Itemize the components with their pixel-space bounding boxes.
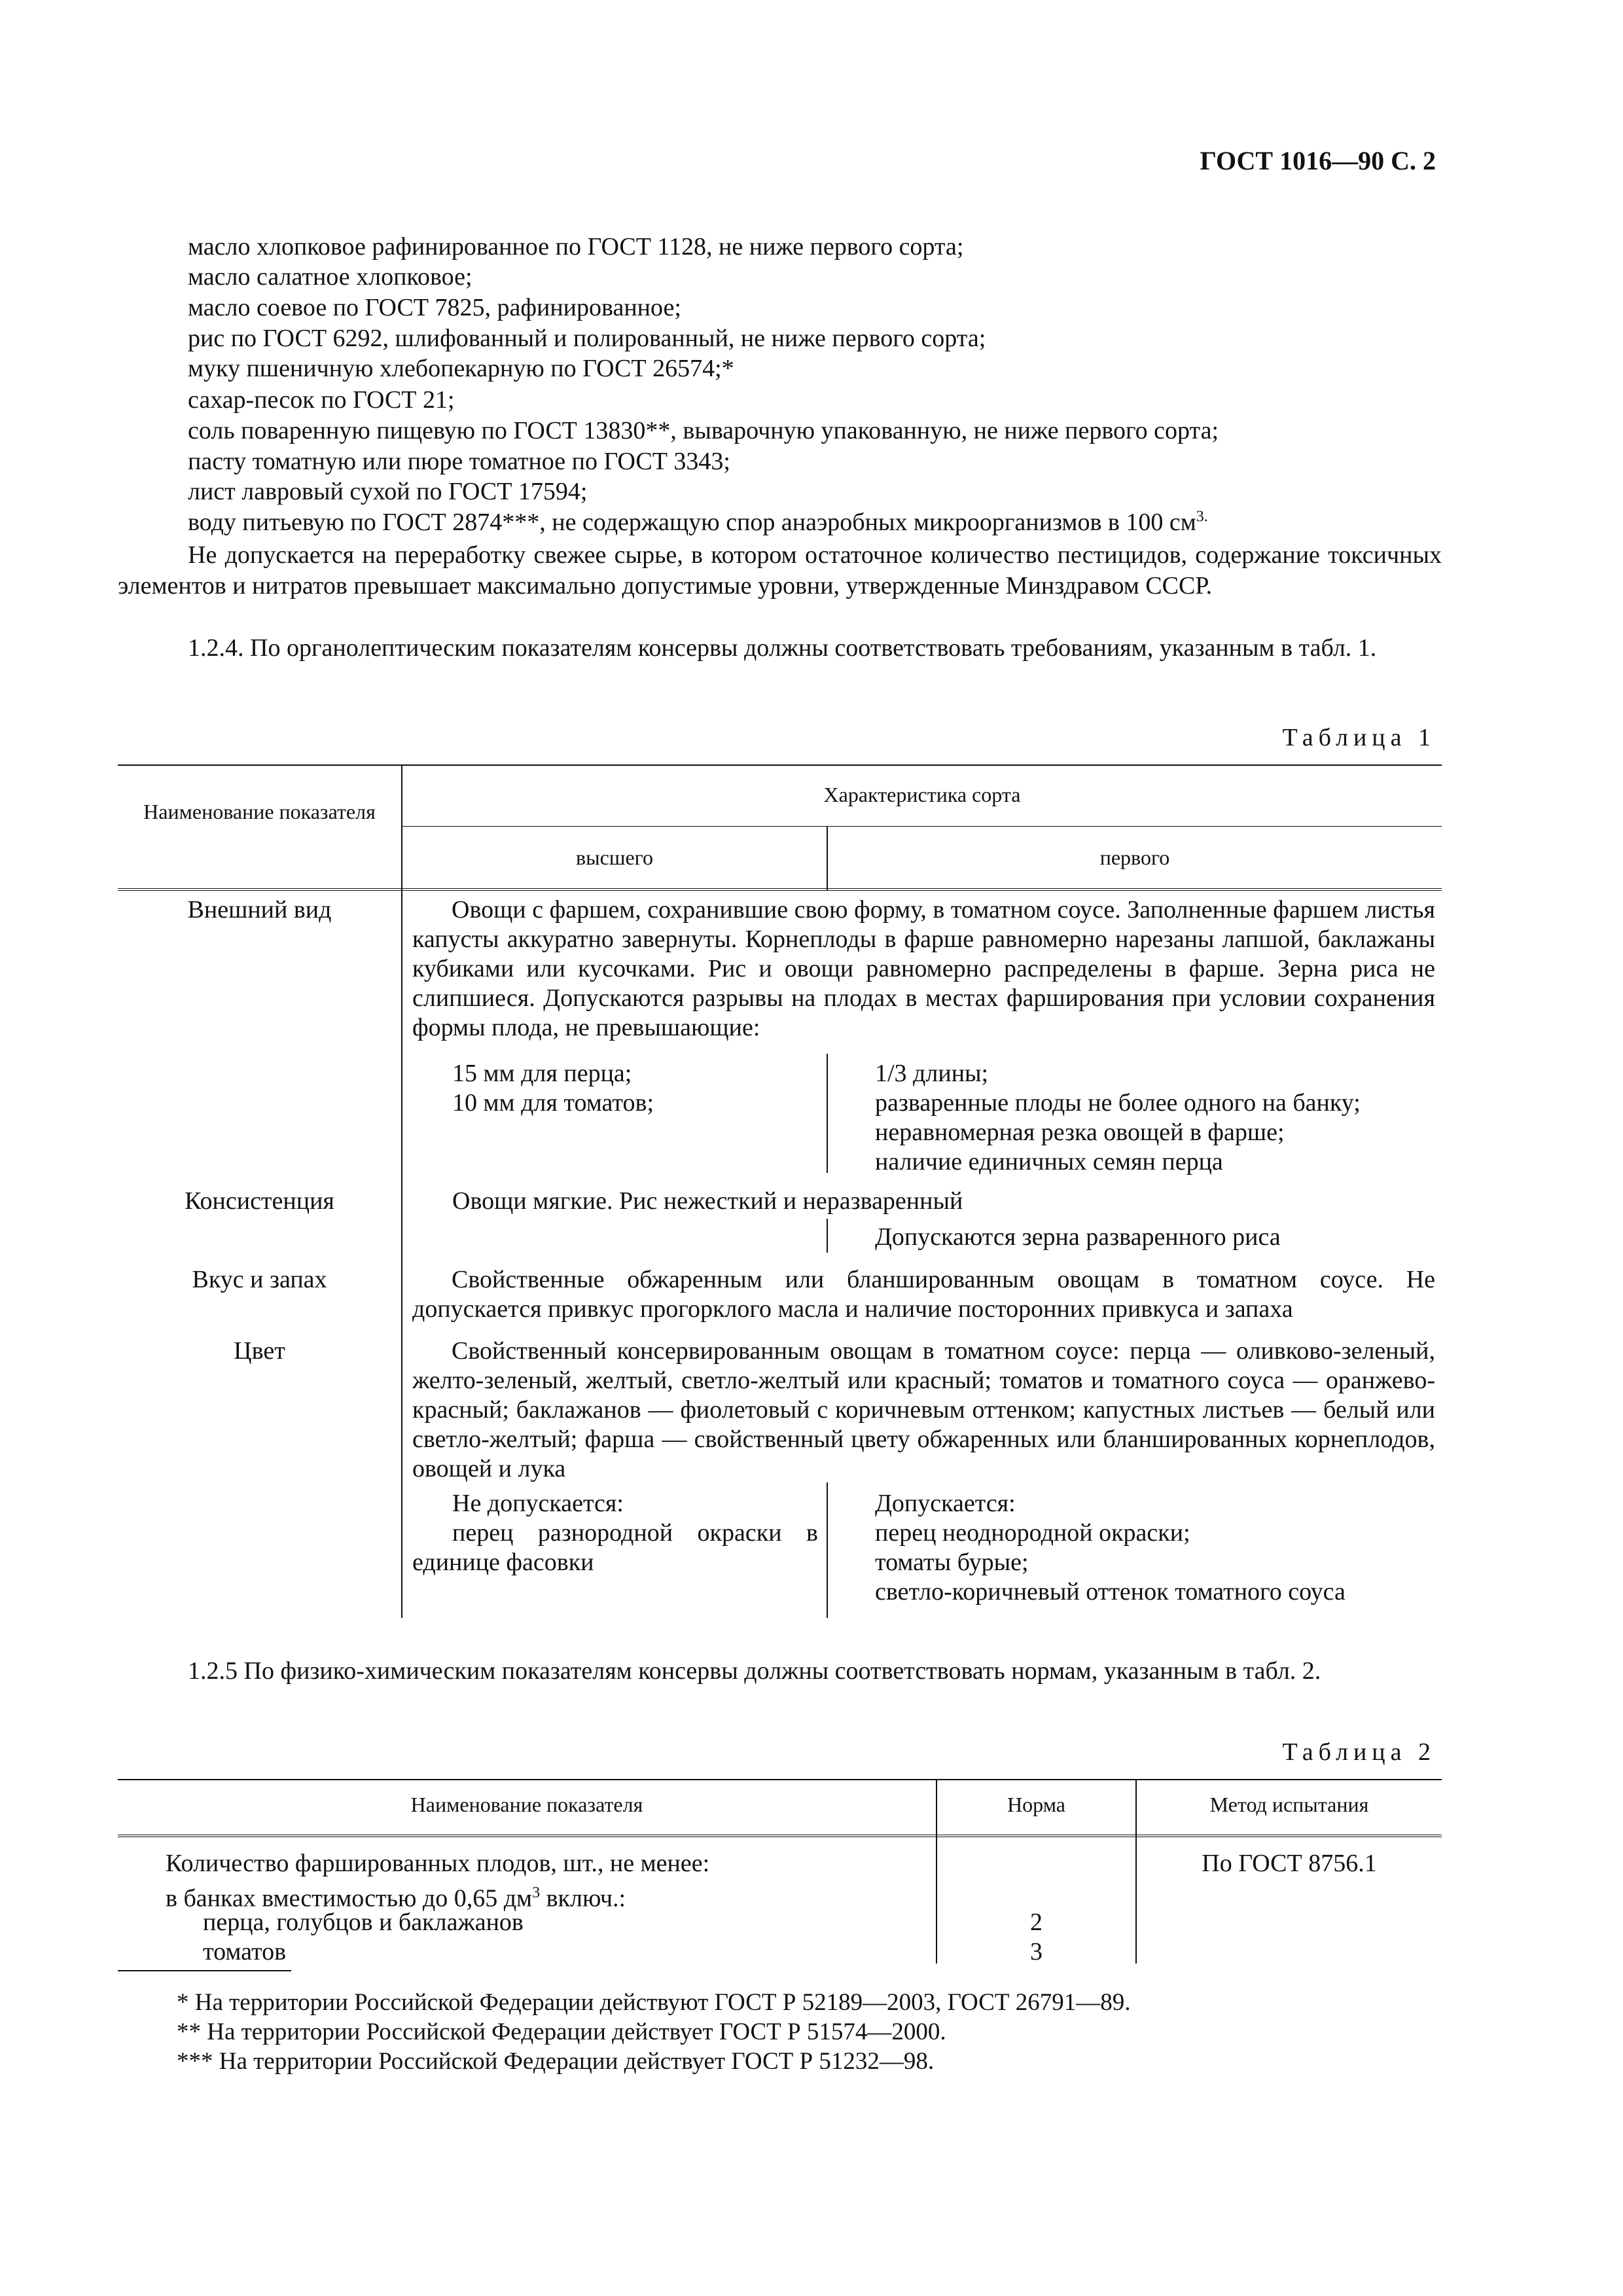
footnote: ** На территории Российской Федерации действует ГОСТ Р 51574—2000.	[177, 2018, 946, 2045]
footnote: * На территории Российской Федерации действуют ГОСТ Р 52189—2003, ГОСТ 26791—89.	[177, 1989, 1131, 2016]
list-item: соль поваренную пищевую по ГОСТ 13830**, выварочную упакованную, не ниже первого сорта;	[188, 417, 1219, 444]
table1-cell-common: Овощи мягкие. Рис нежесткий и неразваренный	[452, 1187, 963, 1215]
list-item: рис по ГОСТ 6292, шлифованный и полированный, не ниже первого сорта;	[188, 325, 986, 352]
table2-row-text: томатов	[203, 1938, 287, 1965]
table1-grade-divider	[827, 1482, 828, 1618]
table2-caption: Таблица 2	[1282, 1738, 1436, 1766]
table2-row-text-part: включ.:	[540, 1884, 626, 1912]
table1-cell-first: Допускается:	[875, 1490, 1016, 1517]
list-item: муку пшеничную хлебопекарную по ГОСТ 26574;*	[188, 355, 734, 382]
table2-head-method: Метод испытания	[1209, 1793, 1369, 1816]
table1-cell-first: разваренные плоды не более одного на банку;	[875, 1089, 1361, 1117]
table1-head-high: высшего	[576, 846, 653, 869]
table1-head-first: первого	[1099, 846, 1170, 869]
table2-norm-value: 2	[1030, 1909, 1043, 1936]
footnote-separator	[118, 1970, 291, 1971]
table1-cell-first: 1/3 длины;	[875, 1060, 989, 1087]
page-header: ГОСТ 1016—90 С. 2	[1200, 146, 1436, 175]
footnote: *** На территории Российской Федерации действует ГОСТ Р 51232—98.	[177, 2048, 935, 2075]
table1-cell-high: Не допускается:	[452, 1490, 624, 1517]
table1-cell-high: 10 мм для томатов;	[452, 1089, 654, 1117]
table1-cell-first: перец неоднородной окраски;	[875, 1519, 1190, 1547]
section-1-2-5	[118, 1656, 1442, 1687]
table1-cell-common: Свойственный консервированным овощам в томатном соусе: перца — оливково-зеленый, желто-зеленый, желтый, светло-желтый или красный; томатов и томатного соуса — оранжево-красный; баклажанов — фиолетовый с коричневым оттенком; капустных листьев — белый или светло-желтый; фарша — свойственный цвету обжаренных или бланшированных корнеплодов, овощей и лука	[412, 1337, 1435, 1482]
table1-grade-divider	[827, 1219, 828, 1253]
table2-header-bottom-rule	[118, 1835, 1442, 1837]
table1-cell-high: 15 мм для перца;	[452, 1060, 632, 1087]
table1-cell-high: перец разнородной окраски в единице фасовки	[412, 1519, 818, 1576]
list-item: сахар-песок по ГОСТ 21;	[188, 386, 455, 414]
paragraph-text: 1.2.4. По органолептическим показателям консервы должны соответствовать требованиям, указанным в табл. 1.	[188, 634, 1377, 662]
list-item	[188, 508, 1208, 537]
table1-cell-first: неравномерная резка овощей в фарше;	[875, 1119, 1285, 1146]
table1-cell-first: светло-коричневый оттенок томатного соуса	[875, 1578, 1346, 1605]
table2-row-text: Количество фаршированных плодов, шт., не менее:	[166, 1850, 710, 1877]
table2-row-text-part: в банках вместимостью до 0,65 дм	[166, 1884, 533, 1912]
paragraph-text: Не допускается на переработку свежее сырье, в котором остаточное количество пестицидов, содержание токсичных элементов и нитратов превышает максимально допустимые уровни, утвержденные Минздравом СССР.	[118, 541, 1442, 600]
table1-cell-first: томаты бурые;	[875, 1549, 1029, 1576]
table1-grade-divider	[827, 1054, 828, 1173]
table1-cell-common: Свойственные обжаренным или бланшированным овощам в томатном соусе. Не допускается привкус прогорклого масла и наличие посторонних привкуса и запаха	[412, 1266, 1435, 1323]
table1-caption: Таблица 1	[1282, 724, 1436, 751]
table1-row-name: Внешний вид	[187, 896, 332, 924]
table2-norm-value: 3	[1030, 1938, 1043, 1965]
list-item-text: воду питьевую по ГОСТ 2874***, не содержащую спор анаэробных микроорганизмов в 100 см	[188, 509, 1196, 536]
superscript: 3	[532, 1884, 541, 1901]
table2-method-value: По ГОСТ 8756.1	[1202, 1850, 1377, 1877]
list-item: масло салатное хлопковое;	[188, 263, 473, 291]
table1-cell-first: наличие единичных семян перца	[875, 1148, 1223, 1175]
list-item: лист лавровый сухой по ГОСТ 17594;	[188, 478, 588, 505]
table2-top-rule	[118, 1779, 1442, 1780]
table2-head-norm: Норма	[1007, 1793, 1065, 1816]
paragraph-text: 1.2.5 По физико-химическим показателям консервы должны соответствовать нормам, указанным в табл. 2.	[188, 1657, 1321, 1685]
superscript: 3.	[1196, 508, 1208, 526]
table1-cell-common: Овощи с фаршем, сохранившие свою форму, в томатном соусе. Заполненные фаршем листья капусты аккуратно завернуты. Корнеплоды в фарше равномерно нарезаны лапшой, баклажаны кубиками или кусочками. Рис и овощи равномерно распределены в фарше. Зерна риса не слипшиеся. Допускаются разрывы на плодах в местах фарширования при условии сохранения формы плода, не превышающие:	[412, 896, 1435, 1041]
table1-row-name: Консистенция	[185, 1187, 334, 1215]
table1-row-name: Вкус и запах	[192, 1266, 327, 1293]
table1-top-rule	[118, 764, 1442, 766]
table1-name-column-divider	[401, 891, 402, 1618]
list-item: масло соевое по ГОСТ 7825, рафинированное;	[188, 294, 681, 321]
table2-row-text: перца, голубцов и баклажанов	[203, 1909, 524, 1936]
list-item: пасту томатную или пюре томатное по ГОСТ 3343;	[188, 448, 730, 475]
table1-head-name: Наименование показателя	[143, 800, 376, 823]
table1-cell-first: Допускаются зерна разваренного риса	[875, 1223, 1281, 1251]
table1-subhead-rule	[401, 826, 1442, 827]
list-item: масло хлопковое рафинированное по ГОСТ 1128, не ниже первого сорта;	[188, 233, 964, 260]
table1-head-char: Характеристика сорта	[823, 783, 1021, 806]
restriction-paragraph	[118, 540, 1442, 601]
table2-head-name: Наименование показателя	[410, 1793, 643, 1816]
table1-row-name: Цвет	[234, 1337, 285, 1365]
section-1-2-4	[118, 633, 1442, 664]
table1-header-bottom-rule	[118, 888, 1442, 891]
